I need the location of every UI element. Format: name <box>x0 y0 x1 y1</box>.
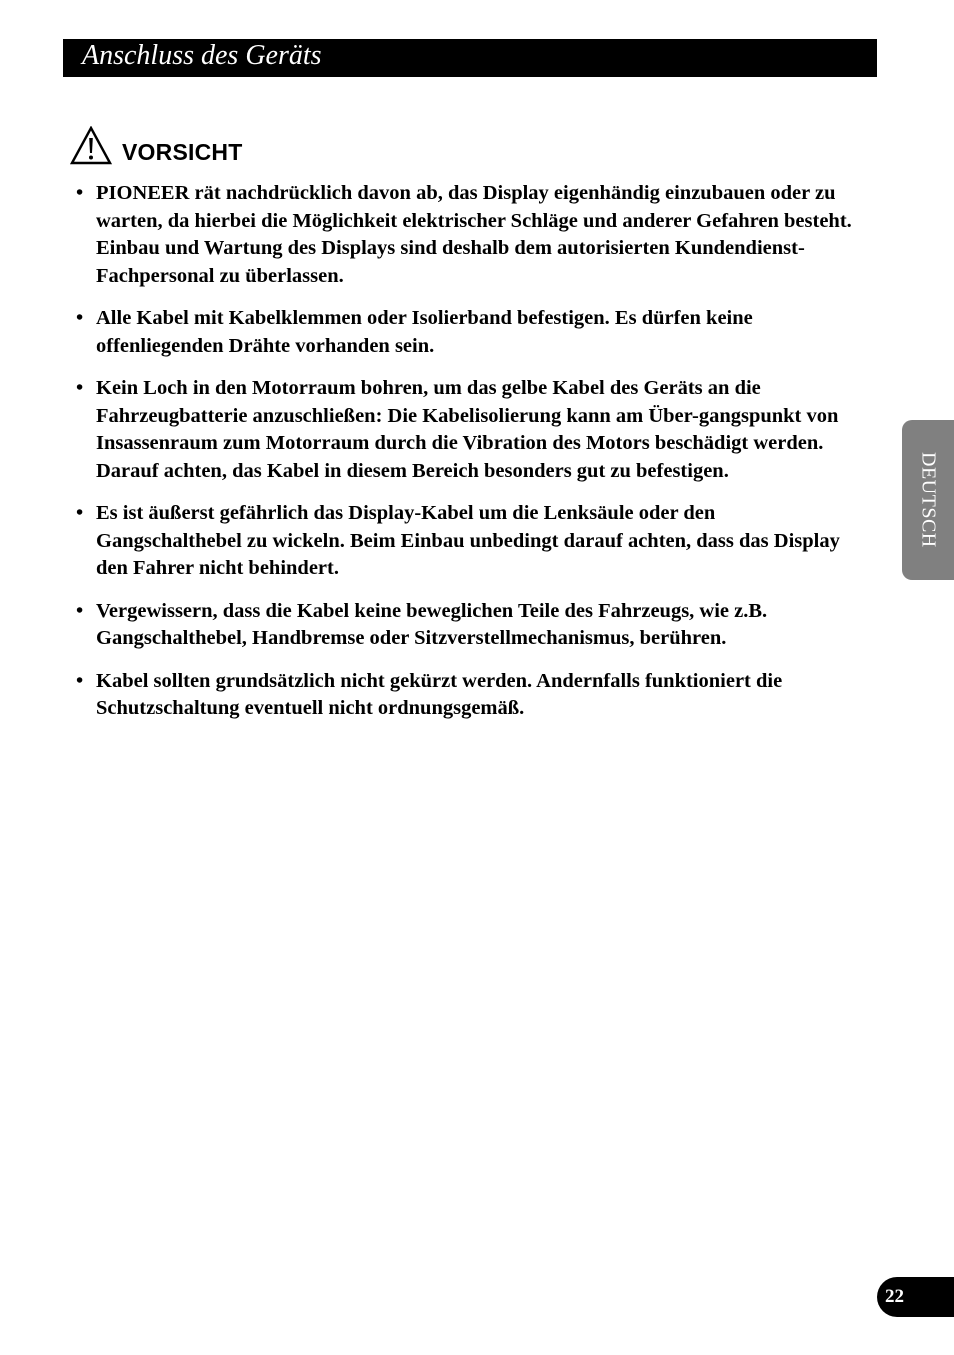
list-item <box>72 668 852 723</box>
list-item <box>72 598 852 653</box>
list-item <box>72 500 852 583</box>
list-item-text: PIONEER rät nachdrücklich davon ab, das Display eigenhändig einzubauen oder zu warten, da hierbei die Möglichkeit elektrischer Schläge und anderer Gefahren besteht. Einbau und Wartung des Displays sind deshalb dem autorisierten Kundendienst-Fachpersonal zu überlassen. <box>96 182 852 287</box>
caution-label: VORSICHT <box>122 139 243 165</box>
page-number-badge <box>877 1277 954 1317</box>
bullet-marker: • <box>76 599 84 622</box>
bullet-marker: • <box>76 377 84 399</box>
list-item <box>72 305 852 360</box>
list-item-text: Alle Kabel mit Kabelklemmen oder Isolierband befestigen. Es dürfen keine offenliegenden Drähte vorhanden sein. <box>96 307 753 357</box>
list-item <box>72 375 852 485</box>
list-item-text: Es ist äußerst gefährlich das Display-Kabel um die Lenksäule oder den Gangschalthebel zu wickeln. Beim Einbau unbedingt darauf achten, dass das Display den Fahrer nicht behindert. <box>96 502 840 579</box>
warning-triangle-icon <box>70 126 112 166</box>
language-tab <box>902 420 954 580</box>
list-item <box>72 180 852 290</box>
list-item-text: Kein Loch in den Motorraum bohren, um das gelbe Kabel des Geräts an die Fahrzeugbatterie anzuschließen: Die Kabelisolierung kann am Über-gangspunkt von Insassenraum zum Motorraum durch die Vibration des Motors beschädigt werden. Darauf achten, das Kabel in diesem Bereich besonders gut zu befestigen. <box>96 377 839 482</box>
page-number: 22 <box>885 1286 904 1307</box>
bullet-marker: • <box>76 307 84 329</box>
section-header-bar <box>63 39 877 77</box>
bullet-marker: • <box>76 502 84 524</box>
list-item-text: Kabel sollten grundsätzlich nicht gekürzt werden. Andernfalls funktioniert die Schutzschaltung eventuell nicht ordnungsgemäß. <box>96 669 783 719</box>
section-title: Anschluss des Geräts <box>82 40 322 71</box>
bullet-marker: • <box>76 669 84 692</box>
bullet-marker: • <box>76 182 84 204</box>
language-tab-label: DEUTSCH <box>917 452 940 548</box>
caution-list <box>72 180 852 738</box>
list-item-text: Vergewissern, dass die Kabel keine beweglichen Teile des Fahrzeugs, wie z.B. Gangschalthebel, Handbremse oder Sitzverstellmechanismus, berühren. <box>96 599 768 649</box>
caution-heading <box>70 120 242 166</box>
